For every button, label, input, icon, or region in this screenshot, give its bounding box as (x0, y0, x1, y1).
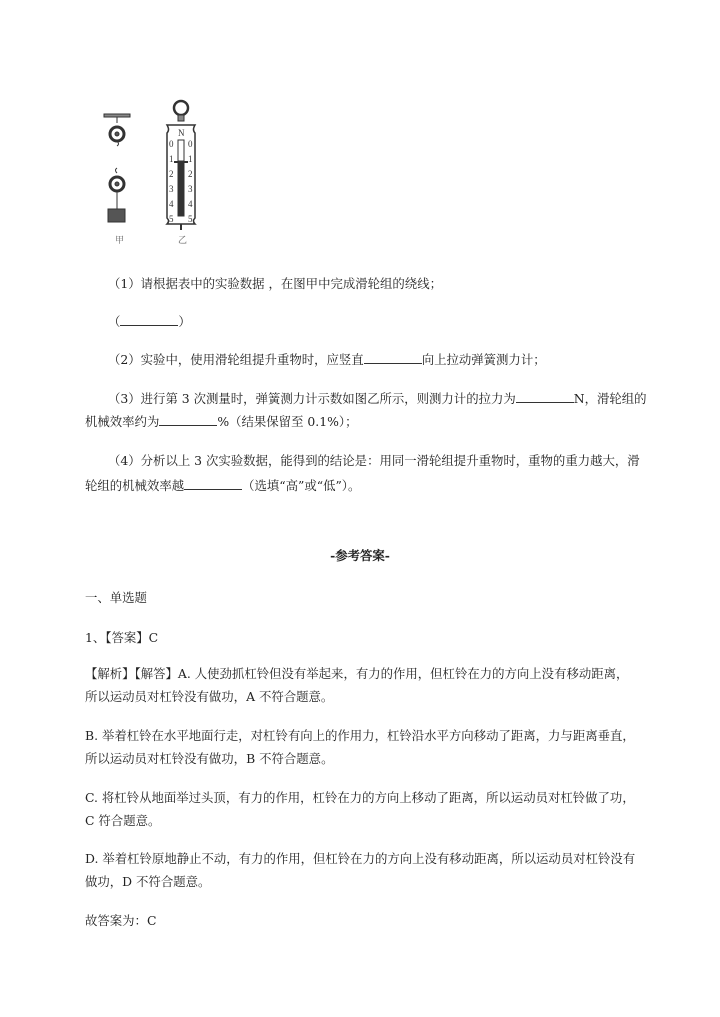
pulley-and-spring-scale-figure (95, 95, 205, 250)
answer-blank-4[interactable] (184, 477, 242, 490)
pulley-system-diagram (104, 114, 130, 222)
scale-tick-label-right: 1 (188, 154, 193, 164)
explanation-d-line-2: 做功，D 不符合题意。 (85, 874, 211, 889)
scale-tick-label-right: 3 (188, 184, 193, 194)
section-title: 一、单选题 (85, 590, 147, 605)
question-4-text-b: 轮组的机械效率越 (85, 478, 185, 493)
figure-label-yi: 乙 (178, 235, 188, 245)
explanation-c-line-1: C. 将杠铃从地面举过头顶，有力的作用，杠铃在力的方向上移动了距离，所以运动员对杠铃做了功， (85, 790, 635, 805)
explanation-a-line-1: 【解析】【解答】A. 人使劲抓杠铃但没有举起来，有力的作用，但杠铃在力的方向上没有移动距离， (85, 666, 629, 681)
answers-heading: -参考答案- (330, 548, 390, 563)
question-4-line-1: （4）分析以上 3 次实验数据，能得到的结论是：用同一滑轮组提升重物时，重物的重力越大，滑 (108, 453, 640, 468)
question-3-text-b: N，滑轮组的 (573, 391, 647, 406)
scale-tick-label-right: 0 (188, 139, 193, 149)
scale-tick-label-left: 1 (169, 154, 174, 164)
question-3-line-2 (85, 413, 357, 430)
question-1-answer-line (108, 313, 191, 330)
question-4-text-c: （选填“高”或“低”）。 (242, 478, 361, 493)
scale-unit-label: N (178, 128, 185, 138)
scale-tick-label-left: 3 (169, 184, 174, 194)
scale-tick-label-right: 4 (188, 199, 193, 209)
answer-blank-3a[interactable] (516, 390, 574, 403)
scale-tick-label-right: 2 (188, 169, 193, 179)
paren-close: ） (178, 314, 191, 329)
scale-tick-label-right: 5 (188, 214, 193, 224)
answer-blank-1[interactable] (120, 313, 178, 326)
question-4-line-2 (85, 477, 360, 494)
question-3-text-c: 机械效率约为 (85, 414, 160, 429)
answer-blank-2[interactable] (364, 351, 422, 364)
question-2-text: （2）实验中，使用滑轮组提升重物时，应竖直 (108, 352, 364, 367)
explanation-b-line-1: B. 举着杠铃在水平地面行走，对杠铃有向上的作用力，杠铃沿水平方向移动了距离，力与距离垂直， (85, 728, 635, 743)
question-2 (108, 351, 546, 368)
scale-tick-label-left: 5 (169, 214, 174, 224)
final-answer: 故答案为：C (85, 913, 157, 928)
figure-label-jia: 甲 (115, 235, 125, 245)
explanation-d-line-1: D. 举着杠铃原地静止不动，有力的作用，但杠铃在力的方向上没有移动距离，所以运动员对杠铃没有 (85, 851, 636, 866)
explanation-a-line-2: 所以运动员对杠铃没有做功，A 不符合题意。 (85, 689, 334, 704)
spring-scale-diagram (167, 101, 195, 230)
paren-open: （ (108, 314, 121, 329)
explanation-c-line-2: C 符合题意。 (85, 813, 161, 828)
scale-tick-label-left: 4 (169, 199, 174, 209)
question-3-line-1 (108, 390, 647, 407)
question-2-text-end: 向上拉动弹簧测力计； (421, 352, 546, 367)
scale-tick-label-left: 0 (169, 139, 174, 149)
scale-tick-label-left: 2 (169, 169, 174, 179)
question-3-text: （3）进行第 3 次测量时，弹簧测力计示数如图乙所示，则测力计的拉力为 (108, 391, 516, 406)
explanation-b-line-2: 所以运动员对杠铃没有做功，B 不符合题意。 (85, 751, 334, 766)
question-3-text-d: %（结果保留至 0.1%）； (217, 414, 358, 429)
answer-blank-3b[interactable] (159, 413, 217, 426)
question-1: （1）请根据表中的实验数据 ，在图甲中完成滑轮组的绕线； (108, 276, 442, 291)
answer-item-1: 1、【答案】C (85, 630, 159, 645)
